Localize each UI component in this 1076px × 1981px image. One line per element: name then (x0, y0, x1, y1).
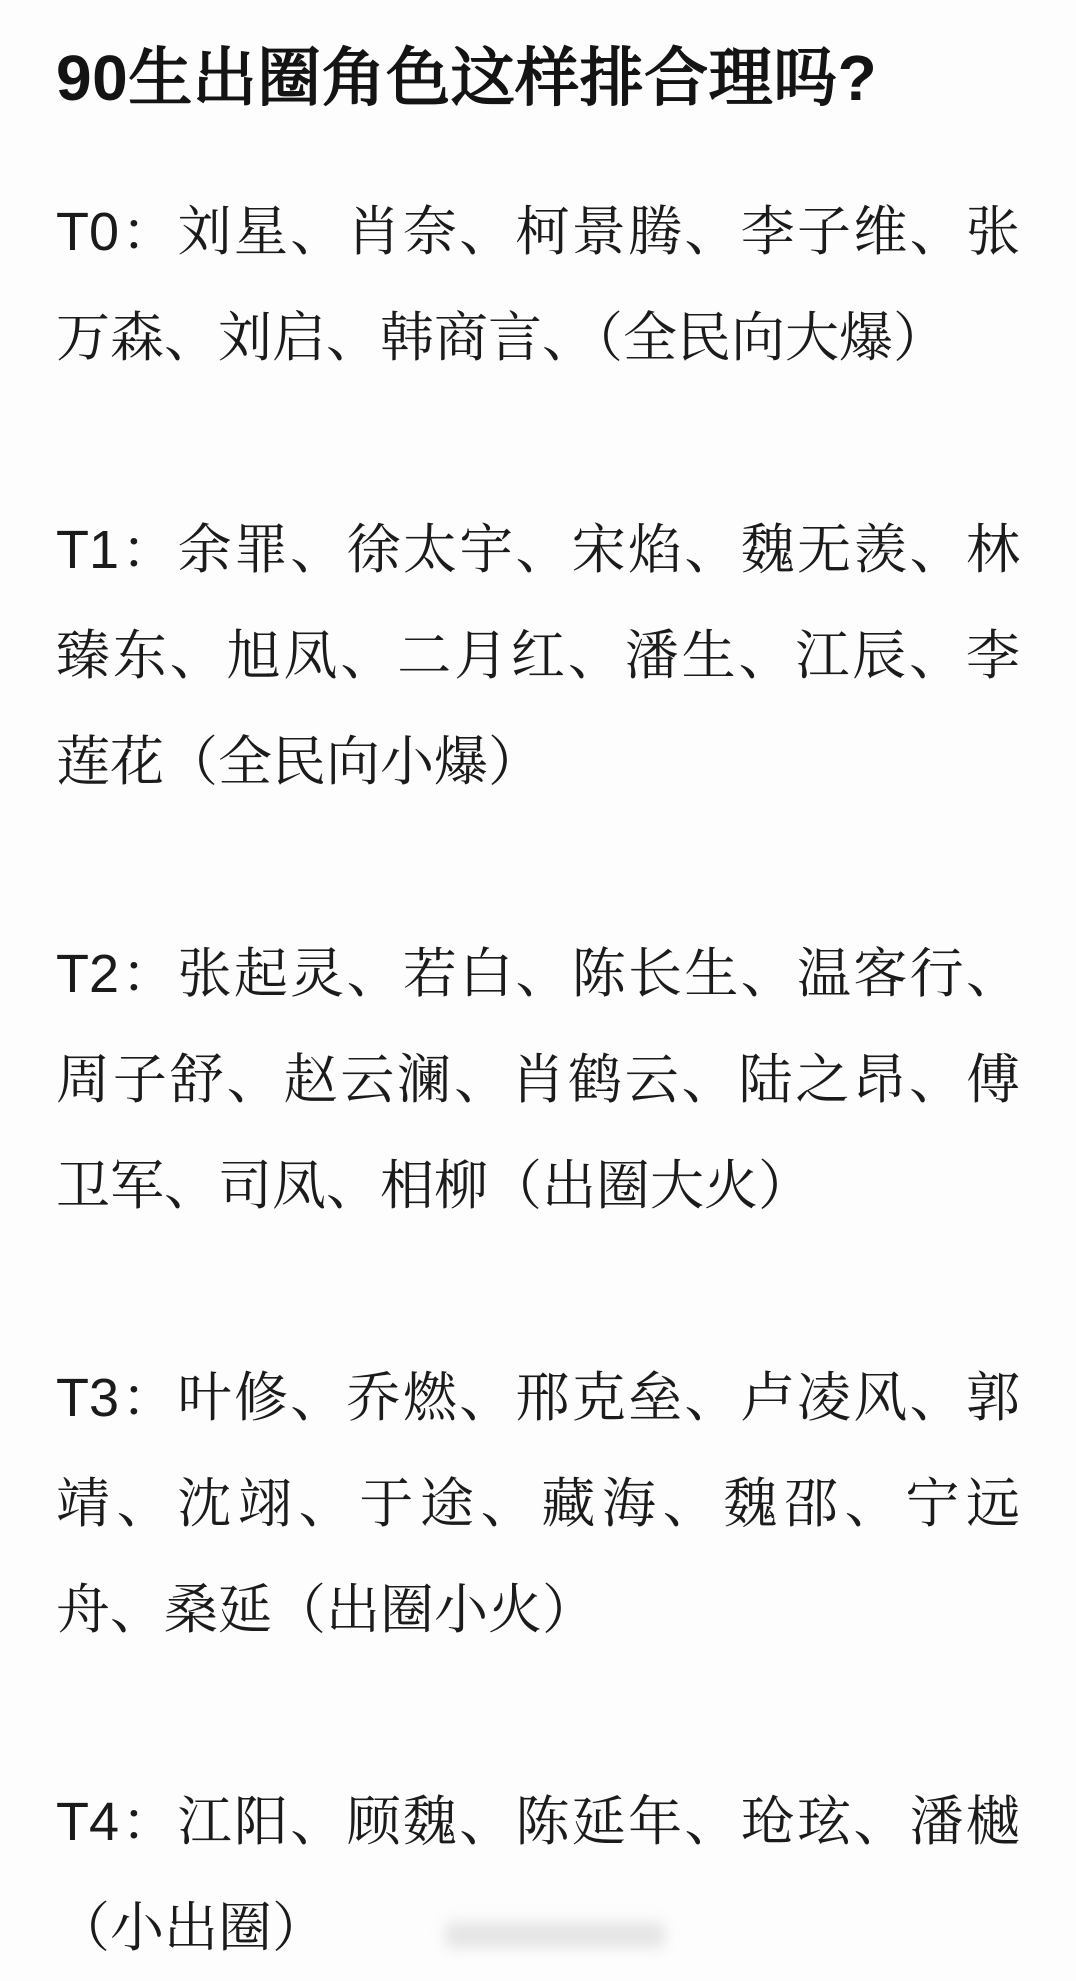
tier-line: 卫军、司凤、相柳（出圈大火） (56, 1156, 812, 1216)
tier-paragraph-t1 (56, 497, 1020, 815)
tier-line: T2：张起灵、若白、陈长生、温客行、 (56, 944, 1020, 1004)
tier-line: （小出圈） (56, 1898, 326, 1958)
tier-line: 臻东、旭凤、二月红、潘生、江辰、李 (56, 626, 1020, 686)
tier-line: 莲花（全民向小爆） (56, 732, 542, 792)
tier-line: T3：叶修、乔燃、邢克垒、卢凌风、郭 (56, 1368, 1020, 1428)
post-title: 90生出圈角色这样排合理吗? (56, 42, 878, 114)
tier-line: T4：江阳、顾魏、陈延年、玱玹、潘樾 (56, 1792, 1020, 1852)
tier-line: 万森、刘启、韩商言、（全民向大爆） (56, 308, 947, 368)
tier-paragraph-t0 (56, 179, 1020, 391)
tier-line: T1：余罪、徐太宇、宋焰、魏无羡、林 (56, 520, 1020, 580)
tier-paragraph-t2 (56, 921, 1020, 1239)
tier-line: 周子舒、赵云澜、肖鹤云、陆之昂、傅 (56, 1050, 1020, 1110)
tier-paragraph-t3 (56, 1345, 1020, 1663)
tier-line: 舟、桑延（出圈小火） (56, 1580, 596, 1640)
tier-paragraph-t4 (56, 1769, 1020, 1981)
tier-line: 靖、沈翊、于途、藏海、魏邵、宁远 (56, 1474, 1020, 1534)
tier-list (56, 179, 1020, 1981)
tier-line: T0：刘星、肖奈、柯景腾、李子维、张 (56, 202, 1020, 262)
